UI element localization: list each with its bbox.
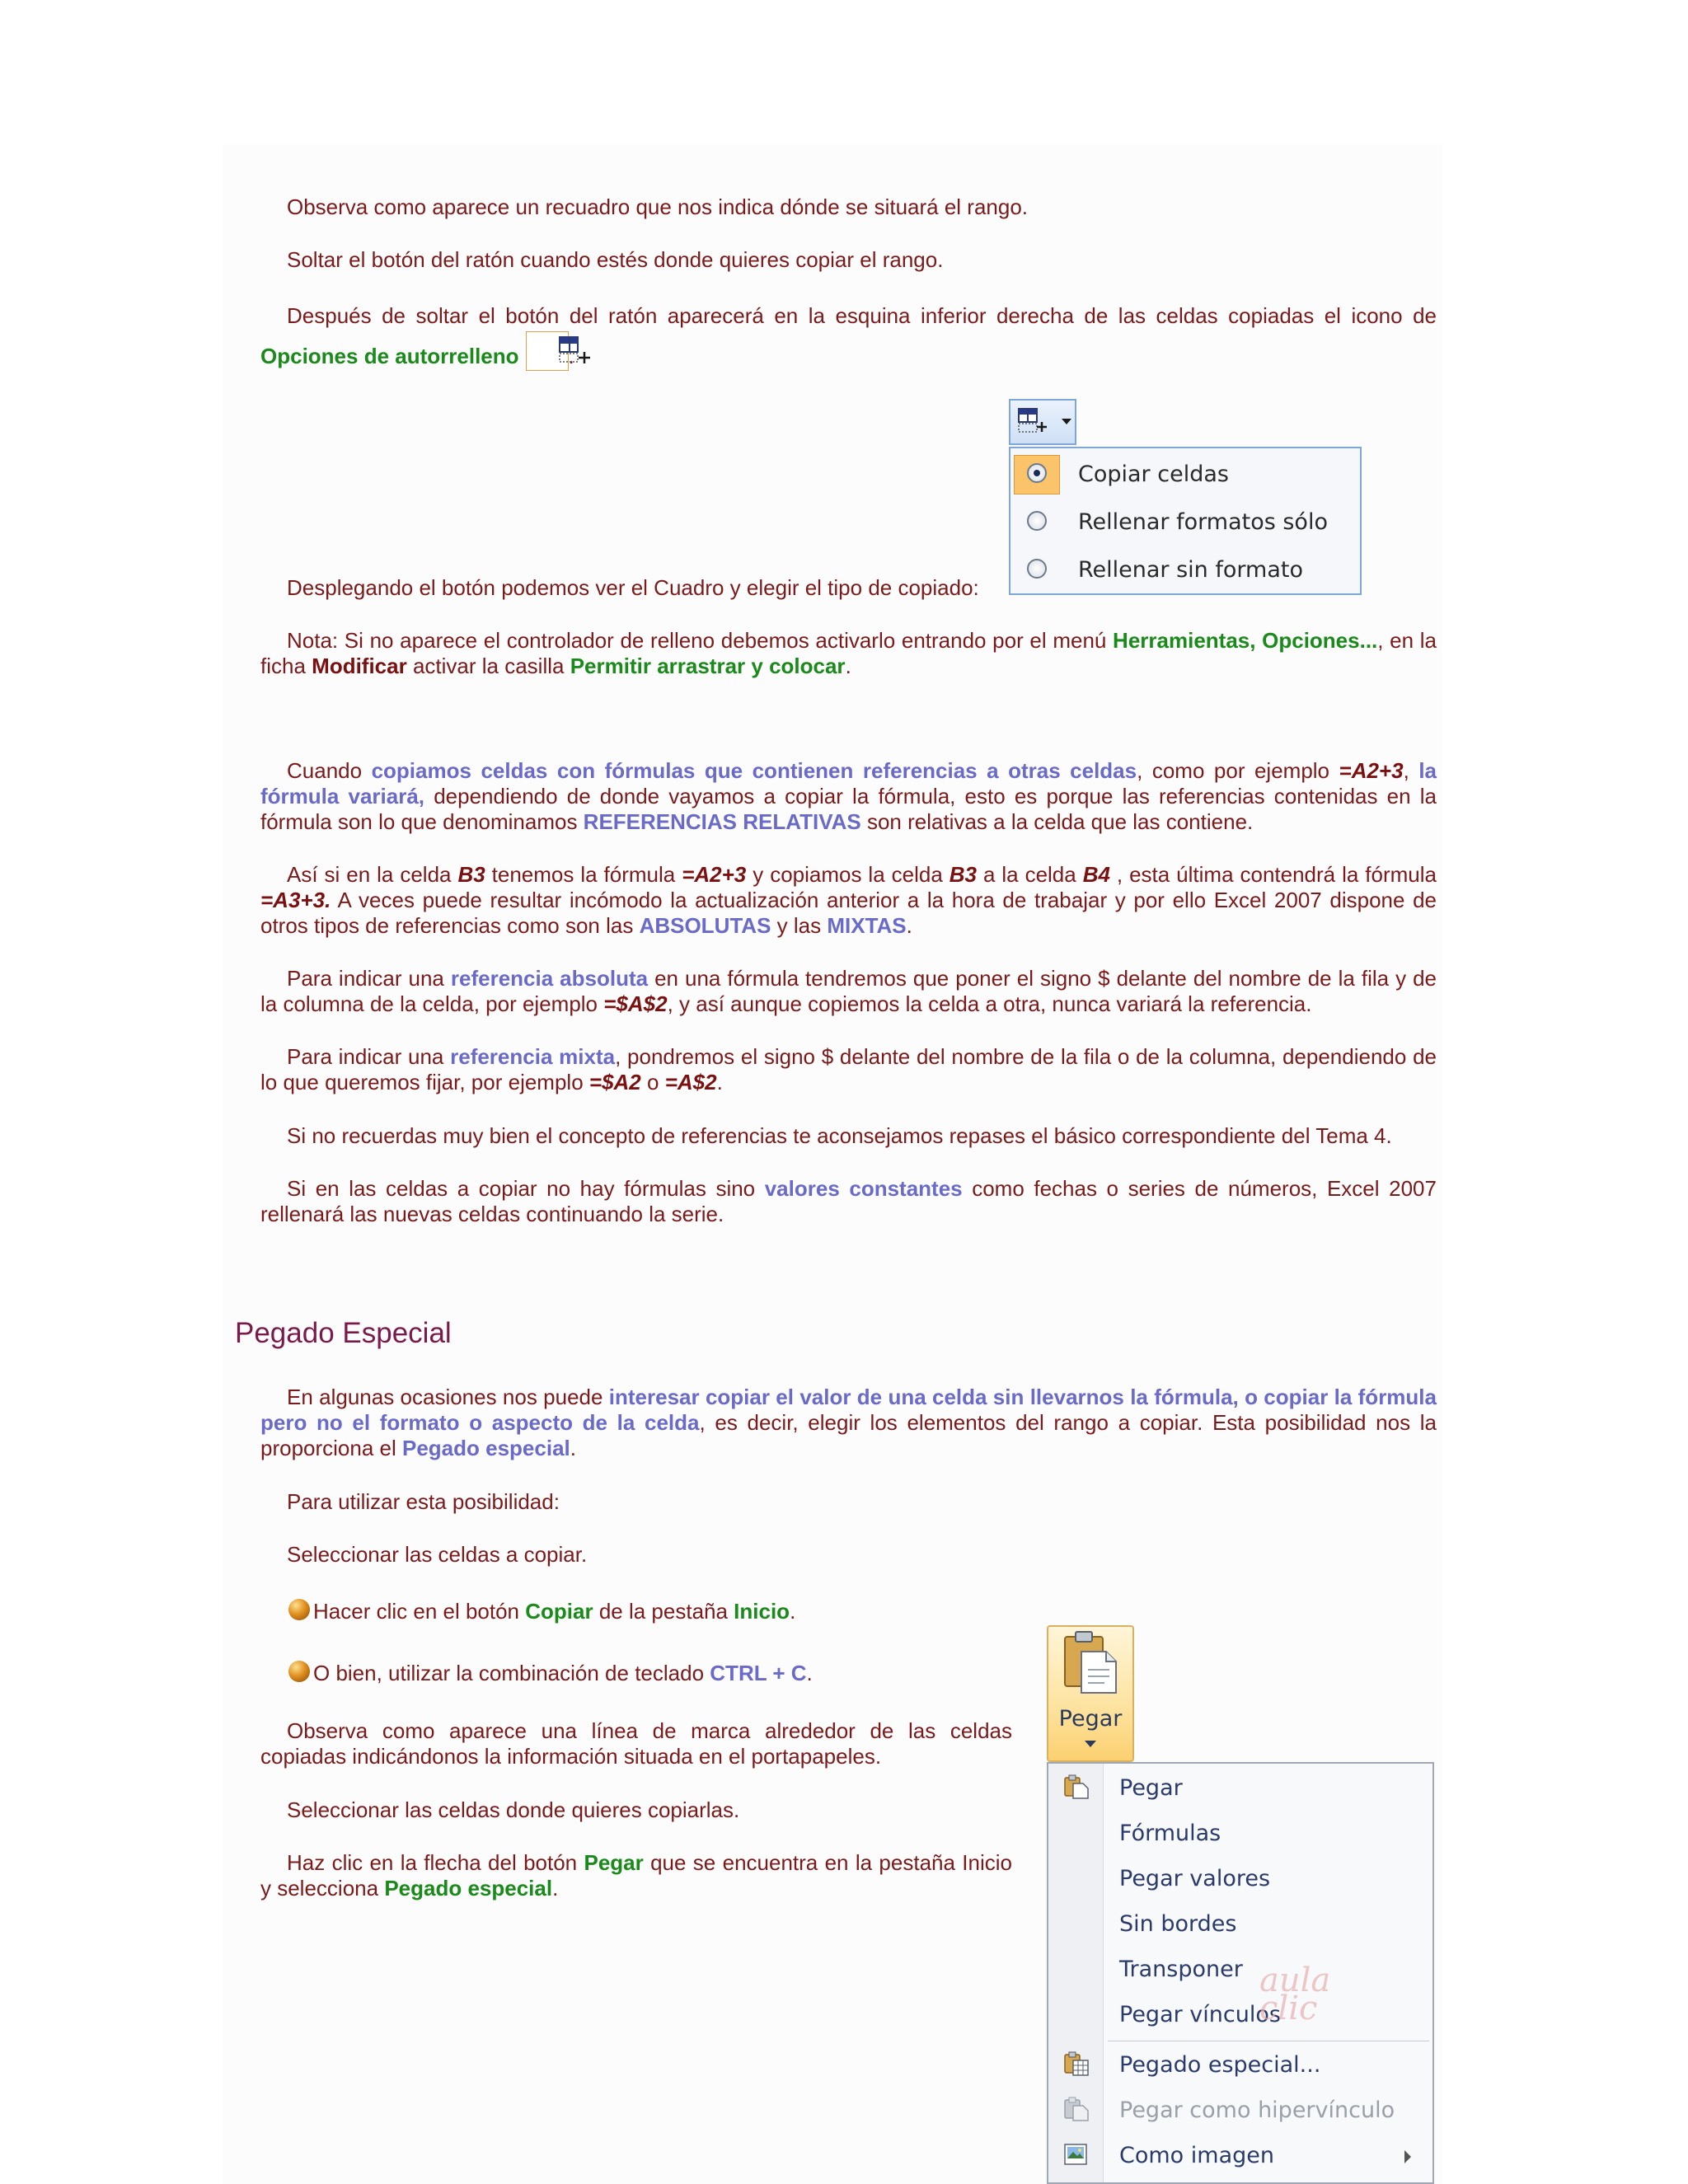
paragraph-desplegando: Desplegando el botón podemos ver el Cuadro y elegir el tipo de copiado: xyxy=(287,575,979,600)
paragraph-nota: Nota: Si no aparece el controlador de relleno debemos activarlo entrando por el menú Herramientas, Opciones..., en la ficha Modificar activar la casilla Permitir arrastrar y colocar. xyxy=(260,628,1437,678)
menu-item-pegar-hipervinculo: Pegar como hipervínculo xyxy=(1119,2097,1395,2123)
bullet-ctrl-c: O bien, utilizar la combinación de teclado CTRL + C. xyxy=(288,1661,1006,1686)
paste-special-icon xyxy=(1062,2050,1091,2077)
menu-item-pegar-vinculos[interactable]: Pegar vínculos xyxy=(1119,2002,1281,2027)
autofill-options-icon xyxy=(526,331,569,371)
menu-item-rellenar-sin-formato[interactable]: Rellenar sin formato xyxy=(1010,547,1360,593)
menu-item-pegar-valores[interactable]: Pegar valores xyxy=(1119,1866,1271,1891)
pegar-dropdown-arrow-icon[interactable] xyxy=(1085,1741,1096,1747)
paste-hyperlink-icon xyxy=(1062,2096,1091,2122)
paragraph-algunas: En algunas ocasiones nos puede interesar copiar el valor de una celda sin llevarnos la fórmula, o copiar la fórmula pero no el formato o aspecto de la celda, es decir, elegir los elementos del rango a copiar. Esta posibilidad nos la proporciona el Pegado especial. xyxy=(260,1385,1437,1460)
autofill-button-icon xyxy=(1010,401,1075,443)
paragraph-observa-marca: Observa como aparece una línea de marca alrededor de las celdas copiadas indicándonos la información situada en el portapapeles. xyxy=(260,1718,1012,1769)
pegar-button[interactable] xyxy=(1047,1625,1134,1762)
section-heading: Pegado Especial xyxy=(235,1317,452,1349)
radio-selected-icon[interactable] xyxy=(1027,463,1047,483)
paragraph-haz-clic: Haz clic en la flecha del botón Pegar que se encuentra en la pestaña Inicio y selecciona Pegado especial. xyxy=(260,1850,1012,1900)
bullet-copiar: Hacer clic en el botón Copiar de la pestaña Inicio. xyxy=(288,1599,1006,1624)
paragraph-absoluta: Para indicar una referencia absoluta en una fórmula tendremos que poner el signo $ delante del nombre de la fila y de la columna de la celda, por ejemplo =$A$2, y así aunque copiemos la celda a otra, nunca variará la referencia. xyxy=(260,966,1437,1016)
paragraph-para-utilizar: Para utilizar esta posibilidad: xyxy=(287,1489,560,1514)
paragraph-asi: Así si en la celda B3 tenemos la fórmula =A2+3 y copiamos la celda B3 a la celda B4 , esta última contendrá la fórmula =A3+3. A veces puede resultar incómodo la actualización anterior a la hora de trabajar y por ello Excel 2007 dispone de otros tipos de referencias como son las ABSOLUTAS y las MIXTAS. xyxy=(260,862,1437,938)
menu-item-copiar-celdas[interactable]: Copiar celdas xyxy=(1010,452,1360,498)
radio-icon[interactable] xyxy=(1027,559,1047,579)
paragraph-seleccionar-copiar: Seleccionar las celdas a copiar. xyxy=(287,1542,588,1567)
paragraph-mixta: Para indicar una referencia mixta, pondremos el signo $ delante del nombre de la fila o de la columna, dependiendo de lo que queremos fijar, por ejemplo =$A2 o =A$2. xyxy=(260,1044,1437,1094)
menu-item-como-imagen[interactable]: Como imagen xyxy=(1119,2143,1274,2168)
bullet-icon xyxy=(288,1599,310,1620)
paragraph-recuerdas: Si no recuerdas muy bien el concepto de referencias te aconsejamos repases el básico correspondiente del Tema 4. xyxy=(287,1123,1392,1148)
menu-item-pegado-especial[interactable]: Pegado especial... xyxy=(1119,2052,1321,2078)
radio-icon[interactable] xyxy=(1027,511,1047,531)
menu-item-formulas[interactable]: Fórmulas xyxy=(1119,1821,1221,1846)
menu-item-sin-bordes[interactable]: Sin bordes xyxy=(1119,1911,1237,1937)
paragraph-recuadro: Observa como aparece un recuadro que nos indica dónde se situará el rango. xyxy=(287,194,1029,219)
menu-item-transponer[interactable]: Transponer xyxy=(1119,1957,1243,1982)
pegar-dropdown-menu xyxy=(1047,1762,1434,2184)
paragraph-seleccionar-destino: Seleccionar las celdas donde quieres copiarlas. xyxy=(287,1797,740,1822)
menu-item-pegar[interactable]: Pegar xyxy=(1119,1775,1183,1801)
aulaclic-watermark: aula clic xyxy=(1259,1961,1331,2027)
submenu-arrow-icon xyxy=(1404,2150,1411,2163)
paragraph-despues: Después de soltar el botón del ratón aparecerá en la esquina inferior derecha de las celdas copiadas el icono de Opciones de autorrelleno xyxy=(260,300,1437,372)
pegar-button-label: Pegar xyxy=(1058,1706,1123,1732)
bullet-icon xyxy=(288,1661,310,1682)
autofill-options-button[interactable] xyxy=(1009,399,1076,445)
menu-item-rellenar-formatos[interactable]: Rellenar formatos sólo xyxy=(1010,499,1360,546)
paragraph-soltar: Soltar el botón del ratón cuando estés donde quieres copiar el rango. xyxy=(287,247,944,272)
picture-icon xyxy=(1062,2141,1091,2168)
clipboard-icon xyxy=(1048,1627,1132,1701)
paste-icon xyxy=(1062,1774,1091,1800)
autofill-options-menu xyxy=(1009,447,1362,595)
paragraph-cuando: Cuando copiamos celdas con fórmulas que contienen referencias a otras celdas, como por ejemplo =A2+3, la fórmula variará, dependiendo de donde vayamos a copiar la fórmula, esto es porque las referencias contenidas en la fórmula son lo que denominamos REFERENCIAS RELATIVAS son relativas a la celda que las contiene. xyxy=(260,758,1437,834)
paragraph-constantes: Si en las celdas a copiar no hay fórmulas sino valores constantes como fechas o series de números, Excel 2007 rellenará las nuevas celdas continuando la serie. xyxy=(260,1176,1437,1226)
